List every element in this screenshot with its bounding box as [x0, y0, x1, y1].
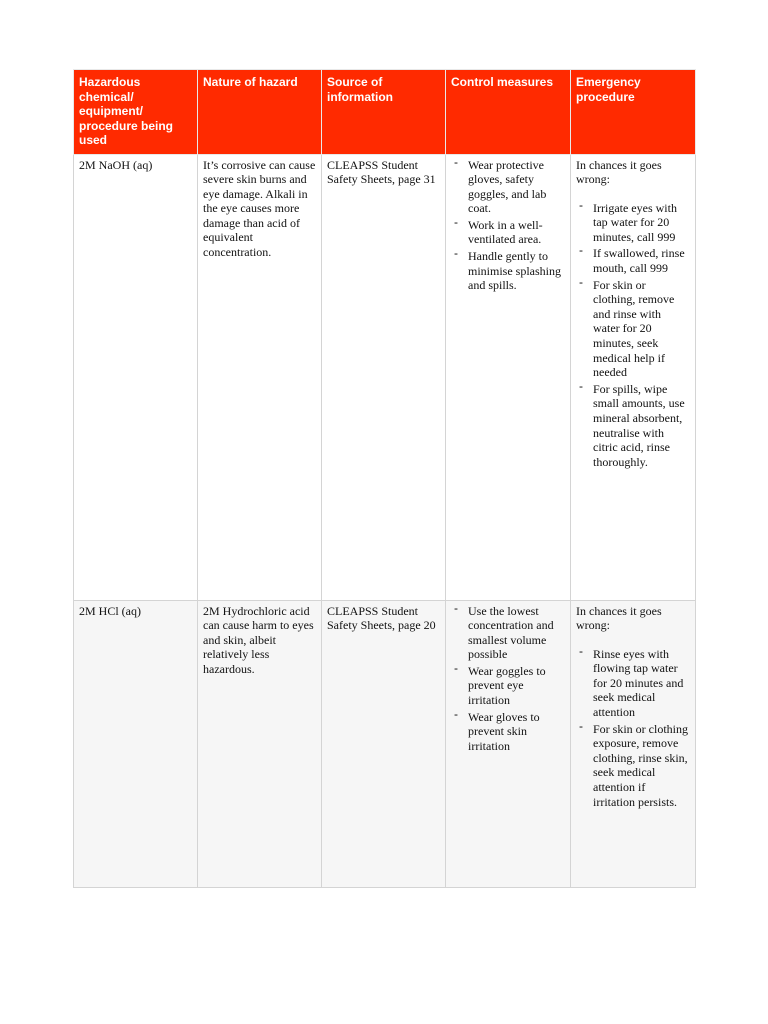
header-control-measures: Control measures — [446, 70, 571, 155]
list-item: - Rinse eyes with flowing tap water for 20 minutes and seek medical attention — [576, 647, 690, 720]
cell-controls — [446, 600, 571, 887]
table-row-naoh — [74, 154, 696, 600]
header-nature-of-hazard: Nature of hazard — [198, 70, 322, 155]
emergency-intro: In chances it goes wrong: — [576, 157, 662, 187]
cell-chemical: 2M NaOH (aq) — [74, 154, 198, 600]
cell-emergency — [571, 600, 696, 887]
emergency-steps-list — [576, 201, 690, 470]
header-hazardous-chemical: Hazardous chemical/ equipment/ procedure being used — [74, 70, 198, 155]
list-item: - Handle gently to minimise splashing and spills. — [451, 249, 565, 293]
table-header-row — [74, 70, 696, 155]
list-item: - Use the lowest concentration and smallest volume possible — [451, 604, 565, 662]
list-item: - For spills, wipe small amounts, use mineral absorbent, neutralise with citric acid, rinse thoroughly. — [576, 382, 690, 470]
list-item: - Work in a well-ventilated area. — [451, 218, 565, 247]
list-item: - For skin or clothing exposure, remove clothing, rinse skin, seek medical attention if irritation persists. — [576, 722, 690, 810]
list-item: - Wear goggles to prevent eye irritation — [451, 664, 565, 708]
header-source-of-information: Source of information — [322, 70, 446, 155]
cell-hazard: It’s corrosive can cause severe skin burns and eye damage. Alkali in the eye causes more damage than acid of equivalent concentration. — [198, 154, 322, 600]
emergency-intro: In chances it goes wrong: — [576, 603, 662, 633]
table-row-hcl — [74, 600, 696, 887]
cell-emergency — [571, 154, 696, 600]
emergency-steps-list — [576, 647, 690, 810]
header-emergency-procedure: Emergency procedure — [571, 70, 696, 155]
control-measures-list — [451, 604, 565, 754]
cell-controls — [446, 154, 571, 600]
cell-hazard: 2M Hydrochloric acid can cause harm to eyes and skin, albeit relatively less hazardous. — [198, 600, 322, 887]
cell-chemical: 2M HCl (aq) — [74, 600, 198, 887]
cell-source: CLEAPSS Student Safety Sheets, page 31 — [322, 154, 446, 600]
list-item: - Wear protective gloves, safety goggles, and lab coat. — [451, 158, 565, 216]
risk-assessment-table — [73, 69, 696, 888]
list-item: - Wear gloves to prevent skin irritation — [451, 710, 565, 754]
list-item: - For skin or clothing, remove and rinse with water for 20 minutes, seek medical help if needed — [576, 278, 690, 380]
list-item: - If swallowed, rinse mouth, call 999 — [576, 246, 690, 275]
cell-source: CLEAPSS Student Safety Sheets, page 20 — [322, 600, 446, 887]
list-item: - Irrigate eyes with tap water for 20 minutes, call 999 — [576, 201, 690, 245]
control-measures-list — [451, 158, 565, 293]
